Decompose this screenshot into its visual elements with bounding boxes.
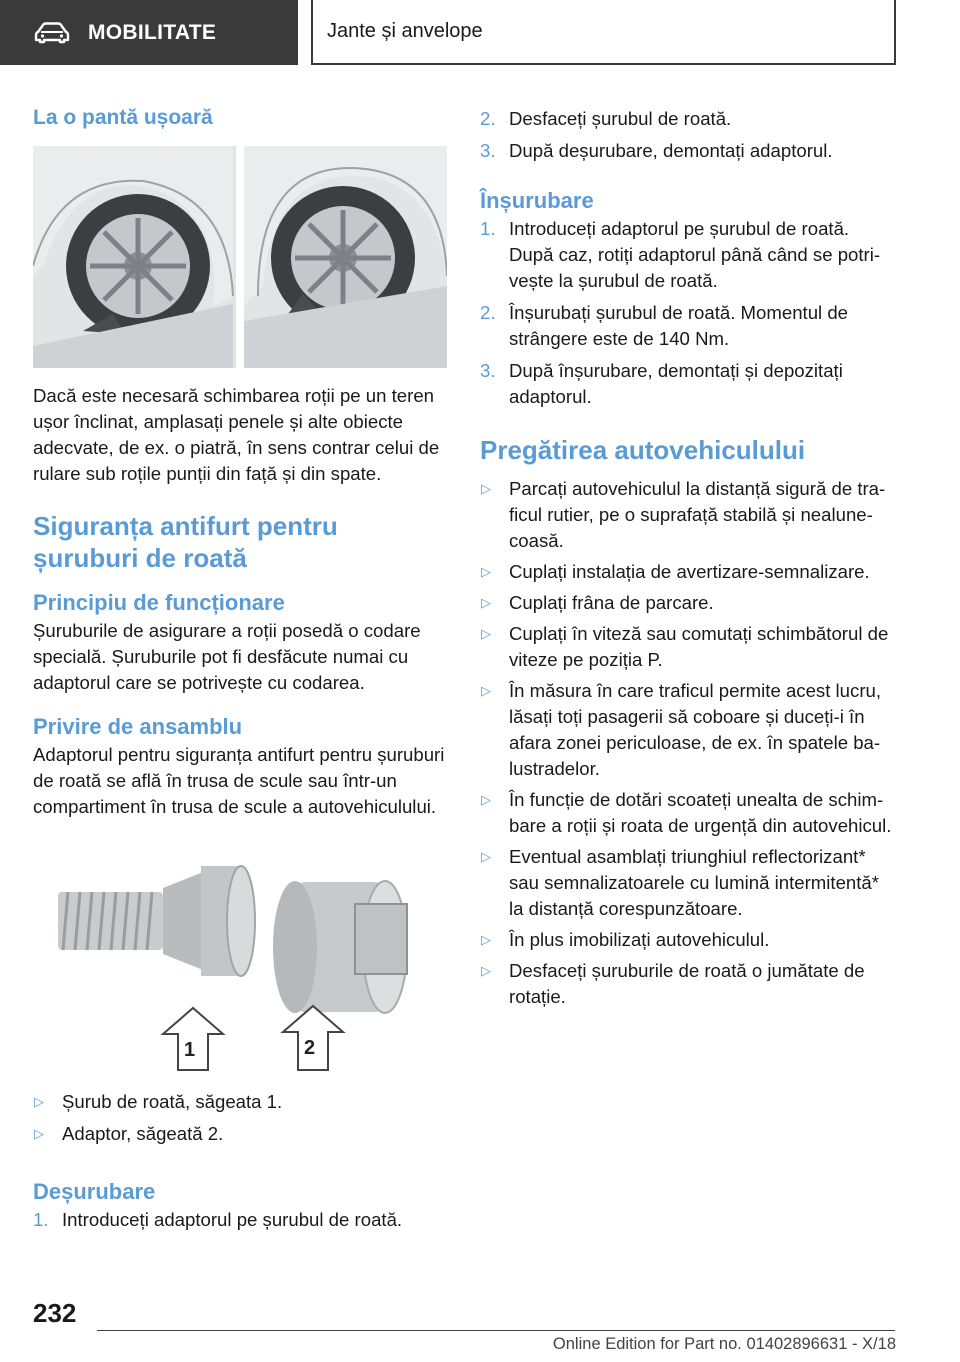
list-item-text: În plus imobilizați autovehiculul. — [509, 929, 770, 950]
heading-unscrew: Deșurubare — [33, 1179, 156, 1204]
step-number: 2. — [480, 302, 496, 323]
paragraph-slope: Dacă este necesară schimbarea roții pe un teren ușor înclinat, amplasați penele și alte obiecte adecvate, de ex. o piatră, în sens contrar celui de rulare sub roțile punții din față și din spate. — [33, 385, 440, 484]
left-column — [33, 96, 447, 1233]
list-item-text: În funcție de dotări scoateți unealta de schimbare a roții și roata de urgență din autovehicul. — [509, 789, 892, 836]
step-text: Desfaceți șurubul de roată. — [509, 108, 732, 129]
chapter-tab — [311, 0, 896, 65]
heading-slope: La o pantă ușoară — [33, 106, 213, 129]
list-item-text: În măsura în care traficul permite acest lucru, lăsați toți pasagerii să coboare și duceți-i în afara zonei periculoase, de ex. în spatele balustradelor. — [509, 680, 882, 779]
heading-overview: Privire de ansamblu — [33, 714, 243, 739]
wheel-chocks-illustration — [33, 146, 447, 368]
paragraph-principle: Șuruburile de asigurare a roții posedă o codare specială. Șuruburile pot fi desfăcute numai cu adaptorul care se potrivește cu codarea. — [33, 620, 421, 693]
list-item — [480, 927, 896, 953]
step-number: 1. — [480, 218, 496, 239]
list-item-text: Șurub de roată, săgeata 1. — [62, 1091, 283, 1112]
step-text: Introduceți adaptorul pe șurubul de roată. După caz, rotiți adaptorul până când se potrivește la șurubul de roată. — [509, 218, 881, 291]
bullet-triangle-icon: ▷ — [34, 1126, 44, 1141]
list-item-text: Parcați autovehiculul la distanță sigură de traficul rutier, pe o suprafață stabilă și nealunecoasă. — [509, 478, 886, 551]
list-item-text: Adaptor, săgeată 2. — [62, 1123, 224, 1144]
vehicle-prep-list — [480, 476, 896, 1010]
bullet-triangle-icon: ▷ — [481, 481, 491, 496]
list-item — [480, 958, 896, 1010]
list-item-text: Cuplați în viteză sau comutați schimbătorul de viteze pe poziția P. — [509, 623, 889, 670]
arrow-label-2: 2 — [304, 1037, 316, 1059]
bullet-triangle-icon: ▷ — [481, 963, 491, 978]
footer-divider — [97, 1330, 895, 1331]
step-item — [480, 216, 896, 294]
list-item-text: Cuplați frâna de parcare. — [509, 592, 714, 613]
step-text: După înșurubare, demontați și depozitați adaptorul. — [509, 360, 843, 407]
bullet-triangle-icon: ▷ — [481, 849, 491, 864]
list-item-text: Desfaceți șuruburile de roată o jumătate de rotație. — [509, 960, 865, 1007]
list-item — [480, 787, 896, 839]
section-title: MOBILITATE — [88, 20, 217, 44]
car-icon — [34, 22, 70, 44]
step-number: 2. — [480, 108, 496, 129]
edition-text: Online Edition for Part no. 01402896631 - X/18 — [552, 1335, 896, 1353]
section-tab — [0, 0, 298, 65]
right-column — [480, 106, 896, 1010]
step-text: Introduceți adaptorul pe șurubul de roată. — [62, 1209, 403, 1230]
step-text: După deșurubare, demontați adaptorul. — [509, 140, 833, 161]
list-item — [480, 678, 896, 782]
paragraph-overview: Adaptorul pentru siguranța antifurt pentru șuruburi de roată se află în trusa de scule sau într-un compartiment în trusa de scule a autovehiculului. — [33, 744, 445, 817]
step-item — [480, 106, 896, 132]
step-item — [33, 1207, 447, 1233]
step-item — [480, 300, 896, 352]
bullet-triangle-icon: ▷ — [481, 564, 491, 579]
bolt-adapter-illustration — [33, 842, 447, 1072]
list-item — [33, 1121, 447, 1147]
bullet-triangle-icon: ▷ — [34, 1094, 44, 1109]
bullet-triangle-icon: ▷ — [481, 683, 491, 698]
list-item — [480, 590, 896, 616]
heading-lock-line2: șuruburi de roată — [33, 543, 247, 573]
step-text: Înșurubați șurubul de roată. Momentul de strângere este de 140 Nm. — [509, 302, 849, 349]
list-item — [480, 476, 896, 554]
screw-steps — [480, 216, 896, 410]
step-item — [480, 138, 896, 164]
chapter-title: Jante și anvelope — [327, 20, 483, 42]
unscrew-steps — [33, 1207, 447, 1233]
list-item — [480, 559, 896, 585]
list-item-text: Cuplați instalația de avertizare-semnalizare. — [509, 561, 870, 582]
list-item-text: Eventual asamblați triunghiul reflectorizant* sau semnalizatoarele cu lumină intermitentă* la distanță corespunzătoare. — [509, 846, 879, 919]
bullet-triangle-icon: ▷ — [481, 595, 491, 610]
heading-principle: Principiu de funcționare — [33, 590, 285, 615]
step-number: 3. — [480, 360, 496, 381]
heading-lock-line1: Siguranța antifurt pentru — [33, 511, 338, 541]
figure-legend-list — [33, 1089, 447, 1147]
unscrew-steps-continued — [480, 106, 896, 164]
bullet-triangle-icon: ▷ — [481, 626, 491, 641]
list-item — [480, 844, 896, 922]
heading-vehicle-prep: Pregătirea autovehiculului — [480, 435, 806, 465]
list-item — [33, 1089, 447, 1115]
bullet-triangle-icon: ▷ — [481, 932, 491, 947]
step-item — [480, 358, 896, 410]
heading-screw: Înșurubare — [480, 188, 594, 213]
step-number: 3. — [480, 140, 496, 161]
step-number: 1. — [33, 1209, 49, 1230]
page-number: 232 — [33, 1298, 77, 1328]
arrow-label-1: 1 — [184, 1039, 196, 1061]
list-item — [480, 621, 896, 673]
bullet-triangle-icon: ▷ — [481, 792, 491, 807]
